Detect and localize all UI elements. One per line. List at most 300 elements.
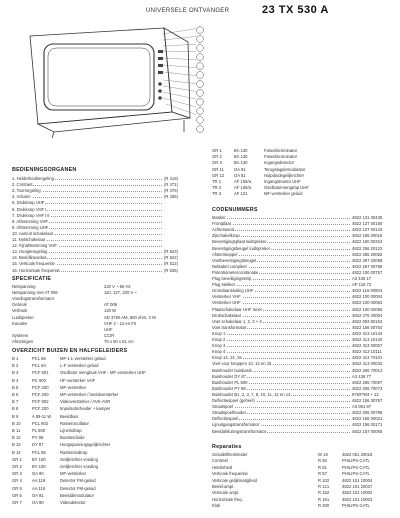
list-row bbox=[12, 207, 194, 213]
cell-code: 4822 190 00324 bbox=[352, 239, 383, 245]
cell-label: Voet voor knoppen 13, 14 en 15 bbox=[212, 361, 272, 367]
list-row bbox=[12, 414, 194, 420]
cell-type: PCL 85 bbox=[32, 449, 46, 455]
cell-ref: R 102 bbox=[318, 477, 330, 483]
cell-code: 4822 265 20082 bbox=[352, 251, 383, 257]
list-row bbox=[212, 246, 394, 252]
cell-ref: R 121 bbox=[318, 484, 330, 489]
cell-code: PHILIPS-CATL bbox=[342, 464, 370, 470]
cell-label: 3. Toonregeling bbox=[12, 188, 41, 194]
list-row bbox=[212, 325, 394, 331]
cell-type: PCF 802 bbox=[32, 399, 49, 405]
cell-ref: (R 436) bbox=[164, 194, 178, 200]
list-row bbox=[12, 315, 194, 321]
cell-ref: B 11 bbox=[12, 428, 21, 433]
dotted-leader bbox=[16, 197, 162, 198]
list-row bbox=[12, 176, 194, 182]
cell-code: 4822 093 60153 bbox=[352, 318, 383, 324]
cell-desc: Fasediscriminator bbox=[264, 148, 298, 153]
tv-illustration bbox=[12, 20, 196, 138]
cell-ref: W 19 bbox=[318, 452, 328, 457]
list-row bbox=[212, 154, 392, 160]
list-row bbox=[12, 399, 194, 405]
list-row bbox=[12, 428, 194, 434]
list-row bbox=[12, 486, 194, 492]
cell-label: Deflectiespoel bbox=[212, 416, 239, 422]
dotted-leader bbox=[216, 340, 350, 341]
cell-label: Buishouder PL 500 bbox=[212, 379, 248, 385]
cell-ref: B 10 bbox=[12, 420, 21, 426]
cell-code: 4822 051 20018 bbox=[342, 452, 373, 457]
cell-value: VHF 2 - 12 en FII bbox=[104, 320, 137, 326]
list-row bbox=[212, 404, 394, 410]
cell-label: Knop 2 bbox=[212, 337, 226, 342]
cell-code: 4822 101 10003 bbox=[342, 496, 373, 502]
cell-code: 4822 255 00786 bbox=[352, 410, 383, 416]
list-row bbox=[212, 490, 394, 496]
list-row bbox=[212, 410, 394, 416]
list-row bbox=[12, 363, 194, 369]
cell-value: 120 W bbox=[104, 308, 117, 314]
cell-code: 4822 267 20058 bbox=[352, 257, 383, 263]
cell-label: Contrast bbox=[212, 458, 228, 464]
list-row bbox=[12, 333, 194, 339]
cell-value: AT 006 bbox=[104, 302, 118, 308]
list-row bbox=[12, 464, 194, 470]
cell-type: AF 106/a bbox=[234, 185, 251, 191]
cell-label: Knop 1 bbox=[212, 330, 226, 336]
list-row bbox=[212, 374, 394, 380]
list-row bbox=[12, 194, 194, 200]
cell-code: 4822 255 70097 bbox=[352, 379, 383, 385]
cell-ref: B 6 bbox=[12, 392, 19, 397]
list-row bbox=[12, 356, 194, 362]
cell-code: 975/PW3 + 12 bbox=[352, 391, 379, 397]
cell-code: 4822 413 00032 bbox=[352, 361, 383, 367]
list-row bbox=[212, 179, 392, 185]
list-row bbox=[212, 484, 394, 490]
list-row bbox=[12, 471, 194, 477]
list-row bbox=[212, 215, 394, 221]
cell-code: 4822 100 00004 bbox=[352, 294, 383, 300]
cell-code: 4822 413 70101 bbox=[352, 355, 383, 361]
cell-code: 4822 101 10002 bbox=[342, 490, 373, 496]
cell-code: 4822 100 00055 bbox=[352, 306, 383, 312]
list-row bbox=[12, 296, 194, 302]
cell-code: AP 116 72 bbox=[352, 282, 372, 288]
cell-label: Beeld-ampl. bbox=[212, 484, 235, 489]
cell-type: PCF 200 bbox=[32, 392, 49, 397]
list-row bbox=[12, 392, 194, 398]
list-row bbox=[212, 160, 392, 166]
cell-type: PCF 801 bbox=[32, 370, 49, 376]
callout-numbers bbox=[188, 20, 218, 142]
cell-code: 4822 100 00063 bbox=[352, 300, 383, 306]
cell-label: Buishouder PY 88 bbox=[212, 385, 246, 391]
list-row bbox=[12, 302, 194, 308]
cell-code: 4822 157 00065 bbox=[352, 428, 383, 434]
cell-value: AD 3750 AM, 800 ohm, 3 W bbox=[104, 314, 156, 320]
list-row bbox=[212, 319, 394, 325]
cell-ref: GR 11 bbox=[212, 166, 224, 172]
cell-label: Achterwand bbox=[212, 227, 235, 233]
cell-type: BY 100 bbox=[32, 464, 46, 469]
cell-ref: B 9 bbox=[12, 413, 19, 419]
cell-code: A3 061 87 bbox=[352, 404, 372, 410]
cell-label: Grondaansluiting UHF bbox=[212, 288, 254, 294]
list-row bbox=[12, 442, 194, 448]
dotted-leader bbox=[216, 224, 350, 225]
cell-label: Knop 3 bbox=[212, 343, 226, 349]
cell-label: Frontplaat bbox=[212, 221, 231, 227]
cell-type: PCF 200 bbox=[32, 384, 49, 390]
cell-ref: B 2 bbox=[12, 363, 19, 369]
cell-code: 4822 156 00021 bbox=[352, 416, 383, 422]
cell-label: Potentiometercombinatie bbox=[212, 269, 259, 275]
cell-label: Horizontale freq. bbox=[212, 496, 243, 502]
cell-label: 6. Drukknop VHF I bbox=[12, 206, 47, 212]
cell-ref: B 13 bbox=[12, 442, 21, 448]
cell-ref: GR 7 bbox=[12, 500, 22, 505]
cell-desc: Impulsafscheider + kamper bbox=[60, 406, 111, 412]
list-row bbox=[212, 300, 394, 306]
cell-label: Lijnuitgangstransformator bbox=[212, 422, 260, 428]
cell-label: Straalspoel bbox=[212, 404, 233, 410]
cell-type: BY 100 bbox=[32, 456, 46, 462]
list-row bbox=[212, 452, 394, 458]
list-row bbox=[212, 355, 394, 361]
list-row bbox=[212, 337, 394, 343]
cell-label: 13. Hoogteregeling bbox=[12, 249, 48, 255]
cell-type: PCL 86 bbox=[32, 356, 46, 361]
list-row bbox=[12, 219, 194, 225]
cell-type: AA 119 bbox=[32, 478, 46, 484]
cell-code: 4822 267 00768 bbox=[352, 263, 383, 269]
cell-label: Netspanning met AT 006 bbox=[12, 290, 58, 296]
list-row bbox=[12, 450, 194, 456]
cell-label: Buishouder B1, 2, 3, 7, 8, 10, 11, 12 en 14 bbox=[212, 391, 291, 397]
tube-list bbox=[212, 148, 392, 198]
cell-code: 4822 156 30767 bbox=[352, 398, 383, 403]
cell-label: Luidspreker bbox=[12, 314, 34, 320]
cell-type: PCF 200 bbox=[32, 406, 49, 412]
list-row bbox=[12, 261, 194, 267]
cell-desc: Hulpdiodegelijkrichter bbox=[264, 172, 305, 178]
cell-label: 1. Helderheidsregeling bbox=[12, 176, 54, 181]
list-row bbox=[12, 255, 194, 261]
list-row bbox=[212, 282, 394, 288]
list-row bbox=[212, 239, 394, 245]
list-row bbox=[12, 478, 194, 484]
overzicht-title: OVERZICHT BUIZEN EN HALFGELEIDERS bbox=[12, 348, 128, 354]
cell-ref: GR 3 bbox=[212, 160, 222, 166]
cell-type: BA 130 bbox=[234, 148, 248, 153]
cell-label: 8. Afstemming VHF bbox=[12, 218, 49, 224]
cell-label: 2. Contrast bbox=[12, 182, 33, 188]
cell-value: CCIR bbox=[104, 332, 115, 338]
cell-type: OA 91 bbox=[32, 492, 44, 498]
list-row bbox=[212, 361, 394, 367]
cell-label: Versterker VHF bbox=[212, 294, 241, 300]
cell-type: BA 130 bbox=[234, 154, 248, 160]
cell-type: AA 119 bbox=[32, 485, 46, 491]
cell-ref: (R 523) bbox=[164, 249, 178, 255]
cell-code: 4822 256 20122 bbox=[352, 245, 383, 251]
list-row bbox=[212, 503, 394, 509]
list-row bbox=[212, 264, 394, 270]
cell-code: 4822 100 00757 bbox=[352, 269, 383, 275]
cell-label: Buishouder buisbasis bbox=[212, 367, 252, 373]
cell-code: 4822 116 00003 bbox=[352, 288, 382, 294]
cell-label: Voet transformator bbox=[212, 324, 247, 330]
cell-desc: Ingangstrantor UHF bbox=[264, 179, 301, 184]
cell-type: OA 81 bbox=[234, 172, 246, 178]
cell-value: 70 x 50 x 51 cm bbox=[104, 338, 134, 344]
cell-type: AF 121 bbox=[234, 191, 248, 197]
cell-ref: B 7 bbox=[12, 399, 19, 405]
cell-ref: R 200 bbox=[318, 503, 330, 509]
cell-ref: R 50 bbox=[318, 458, 327, 464]
cell-desc: Hoogspanningsgelijkrichter bbox=[60, 442, 111, 448]
specificatie-title: SPECIFICATIE bbox=[12, 276, 52, 282]
list-row bbox=[12, 308, 194, 314]
cell-ref: GR 12 bbox=[212, 172, 225, 178]
list-row bbox=[12, 200, 194, 206]
cell-label: Plaatschakelaar UHF tuner bbox=[212, 306, 263, 312]
list-row bbox=[212, 429, 394, 435]
cell-ref: GR 5 bbox=[12, 485, 22, 491]
list-row bbox=[12, 231, 194, 237]
cell-label: Systeem bbox=[12, 332, 29, 338]
dotted-leader bbox=[216, 285, 350, 286]
list-row bbox=[12, 378, 194, 384]
list-row bbox=[212, 380, 394, 386]
dotted-leader bbox=[216, 230, 350, 231]
cell-ref: TR 2 bbox=[212, 185, 222, 191]
cell-ref: GR 6 bbox=[12, 492, 22, 498]
cell-label: 7. Drukknop VHF III bbox=[12, 212, 49, 218]
cell-label: Beeldafsluitingstransformator bbox=[212, 428, 267, 434]
list-row bbox=[212, 331, 394, 337]
cell-value: 110, 127, 220 V ~ bbox=[104, 290, 137, 296]
bediening-list bbox=[12, 176, 194, 276]
cell-type: PCL 84 bbox=[32, 363, 46, 369]
codenummers-list bbox=[212, 215, 394, 437]
list-row bbox=[212, 478, 394, 484]
dotted-leader bbox=[216, 218, 350, 219]
cell-ref: (R 419) bbox=[164, 176, 178, 181]
cell-ref: GR 4 bbox=[12, 478, 22, 484]
cell-desc: L-F versterker geluid bbox=[60, 363, 99, 369]
dotted-leader bbox=[216, 352, 350, 353]
cell-type: OA 81 bbox=[234, 166, 246, 172]
cell-ref: TR 3 bbox=[212, 191, 222, 197]
cell-type: PCL 802 bbox=[32, 420, 49, 426]
list-row bbox=[212, 471, 394, 477]
bediening-title: BEDIENINGSORGANEN bbox=[12, 167, 77, 173]
list-row bbox=[12, 435, 194, 441]
cell-code: 4822 137 00160 bbox=[352, 221, 383, 227]
cell-type: OA 90 bbox=[32, 471, 44, 477]
cell-code: 4822 255 70073 bbox=[352, 385, 383, 391]
list-row bbox=[212, 458, 394, 464]
cell-code: 4822 413 10134 bbox=[352, 337, 383, 342]
cell-label: 11. Netschakelaar bbox=[12, 237, 46, 242]
list-row bbox=[212, 227, 394, 233]
list-row bbox=[212, 173, 392, 179]
dotted-leader bbox=[216, 334, 350, 335]
cell-label: Plug beveiligingsstrip bbox=[212, 276, 252, 281]
cell-ref: (R 535) bbox=[164, 267, 178, 273]
specificatie-list bbox=[12, 284, 194, 346]
list-row bbox=[12, 268, 194, 274]
cell-desc: Videodetector bbox=[60, 500, 86, 505]
cell-desc: MF-versterker bbox=[60, 471, 87, 477]
list-row bbox=[12, 321, 194, 327]
cell-ref: (R 512) bbox=[164, 261, 178, 267]
list-row bbox=[12, 339, 194, 345]
cell-desc: Ingangsdetector bbox=[264, 160, 295, 166]
cell-type: AF 106/a bbox=[234, 179, 251, 184]
list-row bbox=[12, 249, 194, 255]
cell-code: PHILIPS-CATL bbox=[342, 503, 370, 509]
list-row bbox=[12, 421, 194, 427]
cell-desc: Rasteroscillator bbox=[60, 420, 89, 426]
cell-label: Gebruik bbox=[12, 302, 27, 308]
list-row bbox=[12, 500, 194, 506]
cell-ref: GR 2 bbox=[12, 464, 22, 469]
list-row bbox=[212, 252, 394, 258]
list-row bbox=[12, 290, 194, 296]
cell-label: Netkabel compleet bbox=[212, 263, 247, 269]
cell-label: Knop 4 bbox=[212, 349, 226, 355]
cell-ref: (R 522) bbox=[164, 255, 178, 261]
cell-code: 4822 413 10134 bbox=[352, 330, 383, 336]
list-row bbox=[12, 225, 194, 231]
cell-label: Knop 13, 14, 15 bbox=[212, 355, 242, 361]
list-row bbox=[212, 294, 394, 300]
cell-label: Netspanning bbox=[12, 284, 36, 289]
list-row bbox=[212, 313, 394, 319]
cell-desc: Gelijkrichter voeding bbox=[60, 464, 98, 469]
cell-type: OA 90 bbox=[32, 500, 44, 505]
list-row bbox=[212, 233, 394, 239]
cell-code: PHILIPS-CATL bbox=[342, 471, 370, 477]
cell-ref: GR 1 bbox=[212, 148, 222, 153]
cell-ref: TR 1 bbox=[212, 179, 222, 184]
cell-desc: MF-1 L-versterker geluid bbox=[60, 356, 106, 361]
cell-desc: Fasediscriminator bbox=[264, 154, 298, 160]
list-row bbox=[212, 398, 394, 404]
cell-code: 4822 413 10111 bbox=[352, 349, 382, 355]
list-row bbox=[212, 276, 394, 282]
list-row bbox=[12, 457, 194, 463]
cell-label: Afmetingen bbox=[12, 338, 34, 344]
cell-ref: (R 471) bbox=[164, 182, 178, 188]
cell-desc: Gelijkrichter voeding bbox=[60, 456, 98, 462]
cell-label: Verticale frequentie bbox=[212, 471, 248, 477]
cell-label: Verticale ampl. bbox=[212, 490, 240, 496]
cell-code: 4822 185 00018 bbox=[352, 233, 383, 239]
codenummers-title: CODENUMMERS bbox=[212, 207, 258, 213]
list-row bbox=[212, 191, 392, 197]
cell-desc: Detector FM-geluid bbox=[60, 478, 96, 484]
list-row bbox=[212, 349, 394, 355]
cell-label: Bevestigingsplaat luidspreker bbox=[212, 239, 267, 245]
cell-type: A 59-11 W bbox=[32, 413, 52, 419]
cell-label: Bevestigingsbeugel luidspreker bbox=[212, 245, 270, 251]
list-row bbox=[212, 343, 394, 349]
cell-code: 4822 255 70012 bbox=[352, 367, 383, 373]
cell-code: A3 436 77 bbox=[352, 373, 372, 379]
cell-code: 4822 413 00057 bbox=[352, 343, 383, 349]
cell-label: Verbruik bbox=[12, 308, 28, 314]
cell-label: Plug stekker bbox=[212, 282, 236, 288]
cell-ref: R 152 bbox=[318, 490, 330, 496]
cell-label: Zijschakelknop bbox=[212, 233, 240, 239]
list-row bbox=[212, 416, 394, 422]
cell-desc: MF-versterker geluid bbox=[264, 191, 303, 197]
cell-desc: Detector FM-geluid bbox=[60, 485, 96, 491]
list-row bbox=[212, 368, 394, 374]
list-row bbox=[212, 185, 392, 191]
list-row bbox=[212, 392, 394, 398]
cell-ref: R 161 bbox=[318, 496, 330, 502]
list-row bbox=[212, 258, 394, 264]
cell-desc: Oscillator mengbuis VHF - MF-versterker UHF bbox=[60, 370, 146, 376]
cell-ref: R 57 bbox=[318, 471, 327, 477]
list-row bbox=[12, 406, 194, 412]
cell-label: Geluidsfilterinleider bbox=[212, 452, 248, 457]
cell-ref: B 5 bbox=[12, 384, 19, 390]
cell-code: 4822 101 10004 bbox=[342, 477, 373, 483]
list-row bbox=[12, 385, 194, 391]
cell-label: 15. Verticale frequentie bbox=[12, 261, 55, 267]
cell-code: 4822 156 00171 bbox=[352, 422, 383, 428]
list-row bbox=[12, 327, 194, 333]
cell-ref: B 3 bbox=[12, 370, 19, 376]
cell-label: 4. Volume bbox=[12, 194, 31, 200]
cell-label: 9. Afstemming UHF bbox=[12, 224, 49, 230]
cell-desc: Oscillatormengtrap UHF bbox=[264, 185, 309, 191]
reparaties-list bbox=[212, 452, 394, 512]
cell-ref: B 1 bbox=[12, 356, 19, 361]
list-row bbox=[12, 237, 194, 243]
cell-desc: Beelddemodulator bbox=[60, 492, 94, 498]
cell-ref: (R 475) bbox=[164, 188, 178, 194]
cell-label: 12. Fijnafstemming VHF bbox=[12, 243, 57, 249]
cell-label: 16. Horizontale frequentie bbox=[12, 267, 60, 273]
cell-ref: GR 1 bbox=[12, 456, 22, 462]
cell-type: PC 900 bbox=[32, 377, 46, 383]
model-number: 23 TX 530 A bbox=[262, 4, 329, 16]
cell-desc: MF-versterker / beeldversterker bbox=[60, 392, 119, 397]
cell-label: 14. Beeldlineariteit bbox=[12, 255, 47, 261]
cell-label: Drukschakelaar bbox=[212, 312, 242, 318]
dotted-leader bbox=[216, 407, 350, 408]
cell-desc: Beeldbuis bbox=[60, 413, 79, 419]
cell-label: Kanalen bbox=[12, 320, 28, 326]
cell-type: PY 88 bbox=[32, 435, 44, 441]
dotted-leader bbox=[216, 346, 350, 347]
list-row bbox=[212, 148, 392, 154]
header-subtitle: UNIVERSELE ONTVANGER bbox=[146, 8, 230, 14]
cell-label: Voet schakelaar 1, 2, 3 + 4 bbox=[212, 318, 262, 324]
cell-type: DY 87 bbox=[32, 442, 44, 448]
cell-label: Afstemkoppel bbox=[212, 251, 238, 257]
cell-desc: MF-versterker bbox=[60, 384, 87, 390]
overzicht-list bbox=[12, 356, 194, 512]
